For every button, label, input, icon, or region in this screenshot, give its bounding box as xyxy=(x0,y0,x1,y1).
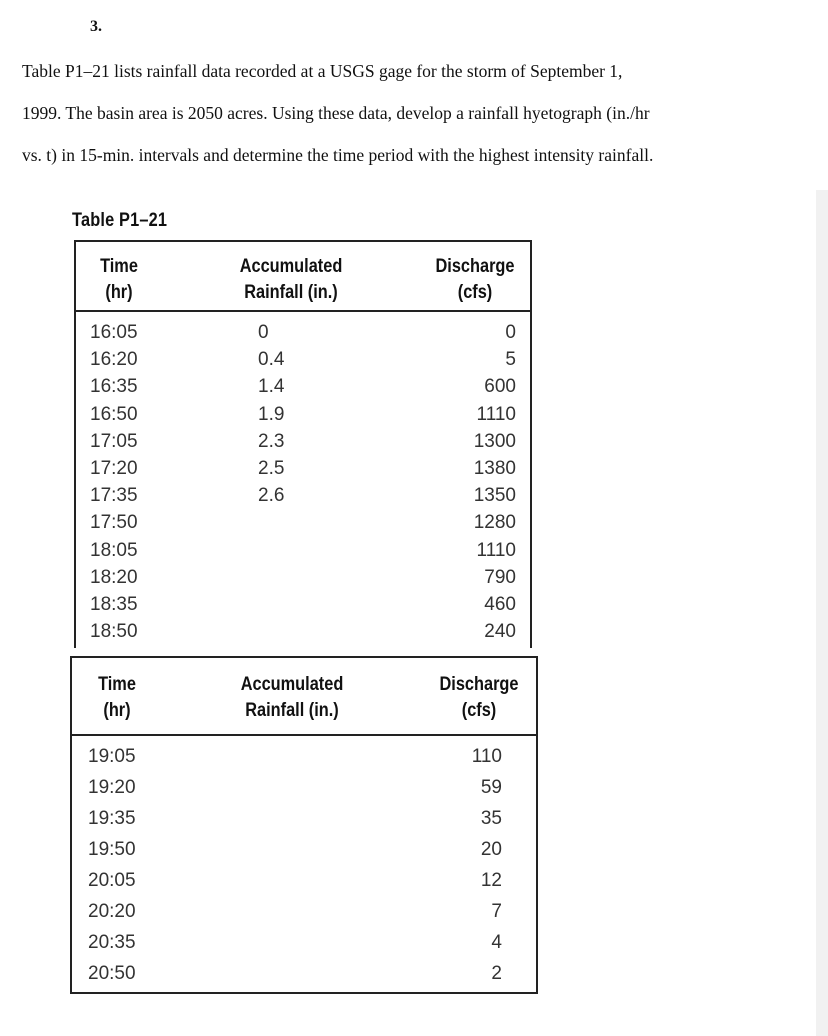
table-row xyxy=(76,431,530,458)
table-caption: Table P1–21 xyxy=(72,210,168,231)
discharge-cell: 790 xyxy=(484,566,516,588)
rainfall-cell: 0 xyxy=(258,322,269,343)
table-row xyxy=(72,839,536,866)
discharge-cell: 460 xyxy=(484,594,516,615)
time-cell: 20:50 xyxy=(88,963,136,984)
table-part-1 xyxy=(74,240,532,648)
time-cell: 18:35 xyxy=(90,594,138,615)
table-row xyxy=(76,376,530,403)
time-cell: 17:50 xyxy=(90,512,138,534)
discharge-cell: 1380 xyxy=(473,458,516,479)
time-cell: 20:05 xyxy=(88,870,136,891)
table-row xyxy=(76,322,530,349)
time-cell: 18:05 xyxy=(90,539,138,561)
discharge-cell: 20 xyxy=(480,839,502,860)
discharge-cell: 12 xyxy=(480,870,502,891)
rainfall-cell: 2.3 xyxy=(258,430,285,452)
table-row xyxy=(72,746,536,773)
time-cell: 16:20 xyxy=(90,349,138,371)
table-row xyxy=(72,870,536,897)
question-line-3: vs. t) in 15-min. intervals and determine the time period with the highest intensity rainfall. xyxy=(22,145,654,165)
rainfall-cell: 0.4 xyxy=(258,349,285,371)
discharge-cell: 2 xyxy=(491,963,502,984)
discharge-cell: 5 xyxy=(505,349,516,371)
time-cell: 20:35 xyxy=(88,932,136,953)
time-cell: 16:50 xyxy=(90,403,138,425)
question-number: 3. xyxy=(90,18,102,35)
discharge-cell: 1110 xyxy=(476,403,516,425)
table-row xyxy=(72,901,536,928)
table-row xyxy=(76,404,530,431)
question-line-1: Table P1–21 lists rainfall data recorded at a USGS gage for the storm of September 1, xyxy=(22,61,623,81)
time-cell: 18:50 xyxy=(90,621,138,643)
time-cell: 16:05 xyxy=(90,322,138,343)
table-row xyxy=(76,458,530,485)
table-header xyxy=(76,242,530,312)
discharge-cell: 1350 xyxy=(473,485,516,507)
rainfall-cell: 2.5 xyxy=(258,458,285,479)
time-cell: 19:05 xyxy=(88,746,136,767)
discharge-cell: 7 xyxy=(491,901,502,922)
discharge-cell: 1280 xyxy=(473,512,516,534)
time-cell: 16:35 xyxy=(90,376,138,398)
table-row xyxy=(76,512,530,539)
header-rainfall: Accumulated Rainfall (in.) xyxy=(239,256,343,303)
time-cell: 17:35 xyxy=(90,485,138,507)
table-row xyxy=(76,621,530,648)
discharge-cell: 4 xyxy=(491,932,502,953)
discharge-cell: 0 xyxy=(505,322,516,343)
page-edge-shade xyxy=(816,190,828,1036)
table-row xyxy=(76,594,530,621)
rainfall-cell: 1.9 xyxy=(258,403,285,425)
header-discharge: Discharge (cfs) xyxy=(435,256,515,303)
table-part-2 xyxy=(70,656,538,994)
table-row xyxy=(72,808,536,835)
table-row xyxy=(72,777,536,804)
time-cell: 17:20 xyxy=(90,458,138,479)
question-text xyxy=(22,50,782,176)
discharge-cell: 35 xyxy=(480,808,502,829)
question-line-2: 1999. The basin area is 2050 acres. Using these data, develop a rainfall hyetograph (in./hr xyxy=(22,103,650,123)
discharge-cell: 240 xyxy=(484,621,516,643)
table-row xyxy=(72,963,536,990)
time-cell: 17:05 xyxy=(90,430,138,452)
header-discharge: Discharge (cfs) xyxy=(439,674,519,721)
header-rainfall: Accumulated Rainfall (in.) xyxy=(240,674,344,721)
rainfall-cell: 1.4 xyxy=(258,376,285,398)
time-cell: 20:20 xyxy=(88,901,136,922)
table-row xyxy=(72,932,536,959)
time-cell: 19:20 xyxy=(88,777,136,798)
header-time: Time (hr) xyxy=(100,256,138,303)
rainfall-cell: 2.6 xyxy=(258,485,285,507)
discharge-cell: 110 xyxy=(471,746,502,767)
discharge-cell: 59 xyxy=(480,777,502,798)
table-row xyxy=(76,349,530,376)
table-row xyxy=(76,485,530,512)
discharge-cell: 1110 xyxy=(476,539,516,561)
table-row xyxy=(76,567,530,594)
header-time: Time (hr) xyxy=(98,674,136,721)
time-cell: 19:50 xyxy=(88,839,136,860)
time-cell: 18:20 xyxy=(90,566,138,588)
time-cell: 19:35 xyxy=(88,808,136,829)
discharge-cell: 1300 xyxy=(473,430,516,452)
discharge-cell: 600 xyxy=(484,376,516,398)
table-row xyxy=(76,540,530,567)
table-header xyxy=(72,658,536,736)
